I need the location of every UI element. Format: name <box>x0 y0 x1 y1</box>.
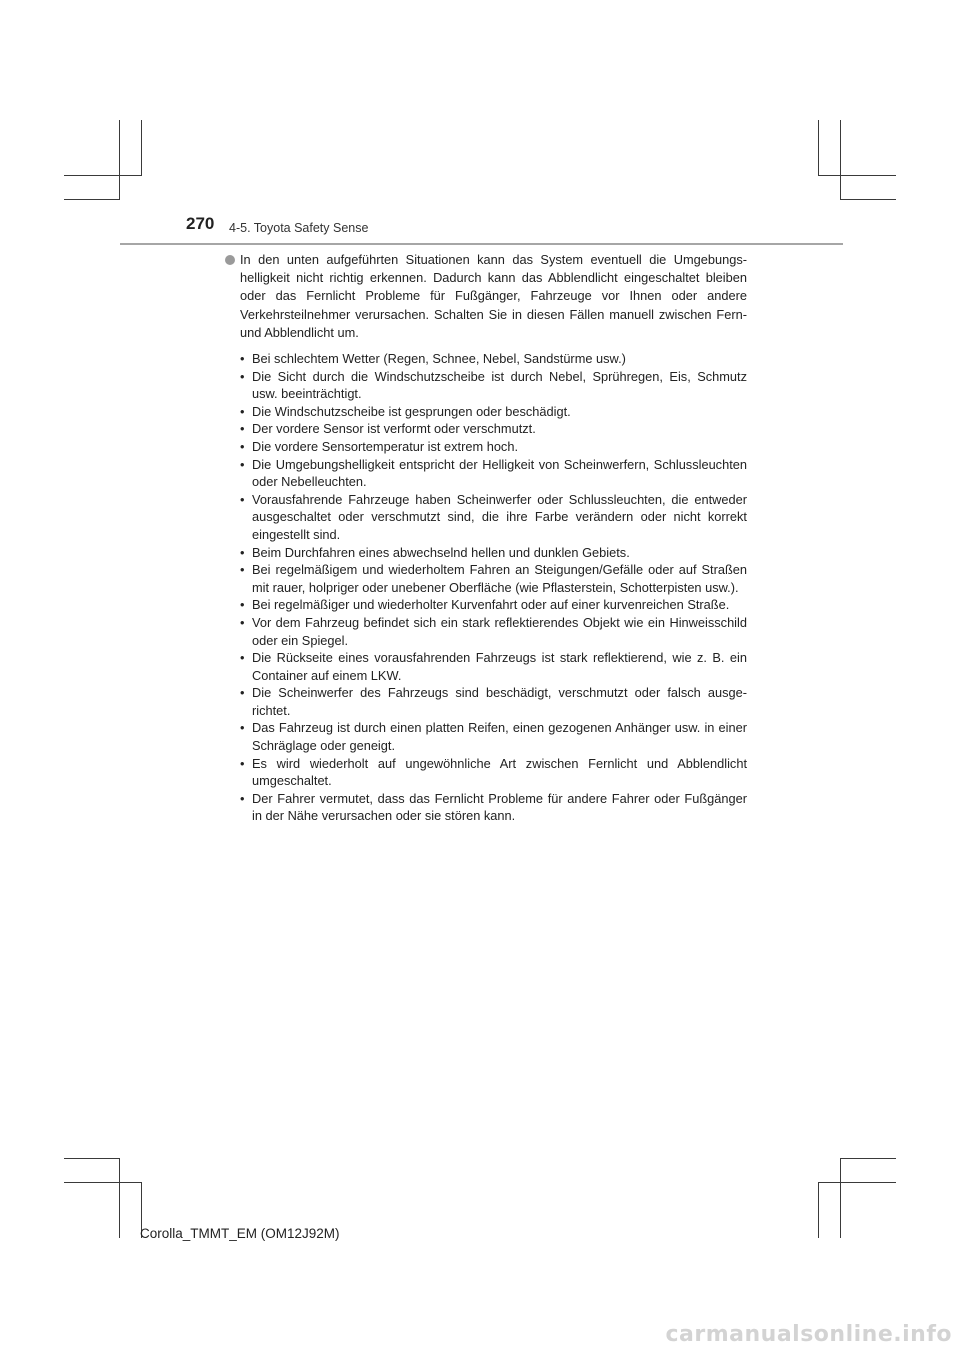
list-item: • Die Windschutzscheibe ist gesprungen oder beschädigt. <box>240 403 747 421</box>
situation-list <box>222 350 747 825</box>
crop-mark <box>141 120 142 175</box>
list-item: • Die Umgebungshelligkeit entspricht der Helligkeit von Scheinwerfern, Schlussleuchten oder Nebelleuchten. <box>240 456 747 491</box>
crop-mark <box>818 120 819 175</box>
intro-text: In den unten aufgeführten Situationen kann das System eventuell die Umgebungshelligkeit nicht richtig erkennen. Dadurch kann das Abblendlicht eingeschaltet bleiben oder das Fernlicht Probleme für Fußgänger, Fahrzeuge vor Ihnen oder andere Verkehrsteilnehmer verursachen. Schalten Sie in diesen Fällen manuell zwischen Fern- und Abblendlicht um. <box>240 252 747 340</box>
list-item: • Der vordere Sensor ist verformt oder verschmutzt. <box>240 420 747 438</box>
crop-mark <box>119 1158 120 1238</box>
bullet-dot-icon <box>225 255 235 265</box>
crop-mark <box>64 175 142 176</box>
crop-mark <box>818 1182 896 1183</box>
list-item: • Die Scheinwerfer des Fahrzeugs sind beschädigt, verschmutzt oder falsch ausgerichtet. <box>240 684 747 719</box>
list-item: • Vor dem Fahrzeug befindet sich ein stark reflektierendes Objekt wie ein Hinweisschild oder ein Spiegel. <box>240 614 747 649</box>
main-content <box>222 251 747 825</box>
crop-mark <box>64 1158 120 1159</box>
crop-mark <box>840 1158 841 1238</box>
list-item: • Beim Durchfahren eines abwechselnd hellen und dunklen Gebiets. <box>240 544 747 562</box>
crop-mark <box>840 199 896 200</box>
crop-mark <box>64 1182 142 1183</box>
page-header <box>186 214 846 244</box>
header-rule <box>120 243 843 245</box>
list-item: • Die vordere Sensortemperatur ist extrem hoch. <box>240 438 747 456</box>
crop-mark <box>64 199 120 200</box>
list-item: • Bei regelmäßiger und wiederholter Kurvenfahrt oder auf einer kurvenreichen Straße. <box>240 596 747 614</box>
watermark: carmanualsonline.info <box>665 1322 952 1347</box>
crop-mark <box>840 1158 896 1159</box>
crop-mark <box>818 175 896 176</box>
crop-mark <box>818 1182 819 1238</box>
crop-mark <box>840 120 841 200</box>
list-item: • Bei regelmäßigem und wiederholtem Fahren an Steigungen/Gefälle oder auf Straßen mit rauer, holpriger oder unebener Oberfläche (wie Pflasterstein, Schotterpisten usw.). <box>240 561 747 596</box>
list-item: • Es wird wiederholt auf ungewöhnliche Art zwischen Fernlicht und Abblendlicht umgeschaltet. <box>240 755 747 790</box>
section-title: 4-5. Toyota Safety Sense <box>229 221 369 235</box>
list-item: • Bei schlechtem Wetter (Regen, Schnee, Nebel, Sandstürme usw.) <box>240 350 747 368</box>
list-item: • Der Fahrer vermutet, dass das Fernlicht Probleme für andere Fahrer oder Fußgänger in der Nähe verursachen oder sie stören kann. <box>240 790 747 825</box>
footer-doc-id: Corolla_TMMT_EM (OM12J92M) <box>140 1226 340 1241</box>
list-item: • Die Sicht durch die Windschutzscheibe ist durch Nebel, Sprühregen, Eis, Schmutz usw. beeinträchtigt. <box>240 368 747 403</box>
list-item: • Vorausfahrende Fahrzeuge haben Scheinwerfer oder Schlussleuchten, die entweder ausgeschaltet oder verschmutzt sind, die ihre Farbe verändern oder nicht korrekt eingestellt sind. <box>240 491 747 544</box>
list-item: • Die Rückseite eines vorausfahrenden Fahrzeugs ist stark reflektierend, wie z. B. ein Container auf einem LKW. <box>240 649 747 684</box>
page-number: 270 <box>186 214 215 233</box>
crop-mark <box>119 120 120 200</box>
intro-paragraph <box>222 251 747 342</box>
list-item: • Das Fahrzeug ist durch einen platten Reifen, einen gezogenen Anhänger usw. in einer Schräglage oder geneigt. <box>240 719 747 754</box>
